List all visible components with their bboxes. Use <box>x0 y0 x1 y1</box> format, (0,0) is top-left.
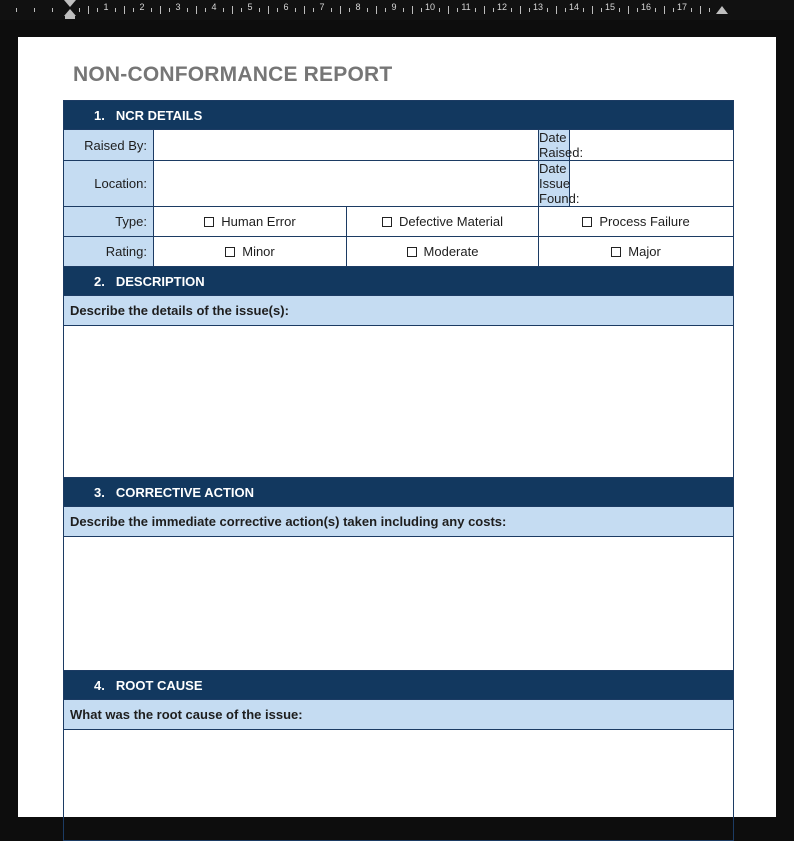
ruler-tick <box>115 8 116 12</box>
section-title: DESCRIPTION <box>115 273 205 289</box>
ruler-tick <box>628 6 629 14</box>
corrective-action-prompt: Describe the immediate corrective action(s) taken including any costs: <box>64 507 734 537</box>
ruler-tick <box>421 8 422 12</box>
type-label: Type: <box>64 207 154 237</box>
option-label: Human Error <box>221 214 296 229</box>
date-issue-found-label: Date Issue Found: <box>539 161 580 206</box>
description-prompt-row <box>64 296 734 326</box>
ruler-tick <box>151 8 152 12</box>
date-raised-label: Date Raised: <box>539 130 584 160</box>
ruler-number: 12 <box>496 2 508 12</box>
ruler-tick <box>556 6 557 14</box>
ruler-tick <box>232 6 233 14</box>
section-title: ROOT CAUSE <box>115 677 203 693</box>
section-number: 2. <box>94 273 105 289</box>
ruler-tick <box>367 8 368 12</box>
raised-by-field[interactable] <box>154 130 539 161</box>
ruler-tick <box>52 8 53 12</box>
ruler-tick <box>475 8 476 12</box>
section-header-ncr-details <box>64 101 734 130</box>
location-label: Location: <box>64 161 154 207</box>
row-location <box>64 161 734 207</box>
ruler-tick <box>493 8 494 12</box>
ruler-tick <box>412 6 413 14</box>
ruler-tick <box>403 8 404 12</box>
ruler-tick <box>520 6 521 14</box>
ruler-tick <box>691 8 692 12</box>
option-label: Major <box>628 244 661 259</box>
ruler-tick <box>529 8 530 12</box>
ruler[interactable] <box>0 0 794 20</box>
root-cause-prompt-row <box>64 700 734 730</box>
date-raised-field[interactable] <box>570 130 734 161</box>
ruler-tick <box>268 6 269 14</box>
ruler-tick <box>205 8 206 12</box>
rating-option-major[interactable] <box>539 237 734 267</box>
row-raised-by <box>64 130 734 161</box>
ruler-tick <box>349 8 350 12</box>
ruler-tick <box>124 6 125 14</box>
option-label: Process Failure <box>599 214 690 229</box>
ruler-tick <box>79 8 80 12</box>
ruler-tick <box>16 8 17 12</box>
checkbox-icon[interactable] <box>382 217 392 227</box>
root-cause-area-row <box>64 730 734 841</box>
section-number: 4. <box>94 677 105 693</box>
ruler-tick <box>331 8 332 12</box>
rating-option-minor[interactable] <box>154 237 347 267</box>
ruler-tick <box>700 6 701 14</box>
date-issue-found-field[interactable] <box>570 161 734 207</box>
ruler-tick <box>547 8 548 12</box>
location-field[interactable] <box>154 161 539 207</box>
ruler-tick <box>187 8 188 12</box>
ruler-tick <box>565 8 566 12</box>
ruler-tick <box>709 8 710 12</box>
description-text-area[interactable] <box>64 326 734 478</box>
section-title: NCR DETAILS <box>115 107 203 123</box>
ruler-tick <box>664 6 665 14</box>
ruler-tick <box>655 8 656 12</box>
checkbox-icon[interactable] <box>407 247 417 257</box>
page-title: NON-CONFORMANCE REPORT <box>73 63 393 86</box>
description-area-row <box>64 326 734 478</box>
checkbox-icon[interactable] <box>225 247 235 257</box>
ruler-tick <box>637 8 638 12</box>
ruler-tick <box>295 8 296 12</box>
ruler-tick <box>88 6 89 14</box>
ruler-number: 7 <box>319 2 325 12</box>
ruler-tick <box>313 8 314 12</box>
root-cause-prompt: What was the root cause of the issue: <box>64 700 734 730</box>
document-page[interactable] <box>18 37 776 817</box>
right-indent-marker[interactable] <box>716 6 728 16</box>
checkbox-icon[interactable] <box>611 247 621 257</box>
corrective-action-prompt-row <box>64 507 734 537</box>
rating-label: Rating: <box>64 237 154 267</box>
option-label: Minor <box>242 244 275 259</box>
ruler-tick <box>259 8 260 12</box>
ruler-tick <box>583 8 584 12</box>
ruler-tick <box>592 6 593 14</box>
ruler-tick <box>439 8 440 12</box>
ruler-tick <box>160 6 161 14</box>
ruler-tick <box>340 6 341 14</box>
corrective-action-text-area[interactable] <box>64 537 734 671</box>
ruler-number: 1 <box>103 2 109 12</box>
ruler-number: 4 <box>211 2 217 12</box>
type-option-process-failure[interactable] <box>539 207 734 237</box>
row-type <box>64 207 734 237</box>
ruler-tick <box>133 8 134 12</box>
ruler-tick <box>277 8 278 12</box>
left-indent-marker[interactable] <box>64 0 76 20</box>
ruler-number: 11 <box>461 2 471 12</box>
description-prompt: Describe the details of the issue(s): <box>64 296 734 326</box>
option-label: Defective Material <box>398 214 504 229</box>
root-cause-text-area[interactable] <box>64 730 734 841</box>
section-header-corrective-action <box>64 478 734 507</box>
ruler-tick <box>673 8 674 12</box>
type-option-defective-material[interactable] <box>347 207 539 237</box>
ruler-tick <box>376 6 377 14</box>
ruler-tick <box>619 8 620 12</box>
section-header-description <box>64 267 734 296</box>
ruler-tick <box>196 6 197 14</box>
ruler-tick <box>511 8 512 12</box>
row-rating <box>64 237 734 267</box>
section-header-root-cause <box>64 671 734 700</box>
option-label: Moderate <box>423 244 479 259</box>
ruler-tick <box>34 8 35 12</box>
ruler-tick <box>304 6 305 14</box>
ruler-tick <box>223 8 224 12</box>
section-title: CORRECTIVE ACTION <box>115 484 255 500</box>
ruler-number: 14 <box>568 2 580 12</box>
section-number: 3. <box>94 484 105 500</box>
ruler-tick <box>601 8 602 12</box>
checkbox-icon[interactable] <box>582 217 592 227</box>
ncr-form-table <box>63 100 734 841</box>
ruler-tick <box>457 8 458 12</box>
type-option-human-error[interactable] <box>154 207 347 237</box>
raised-by-label: Raised By: <box>64 130 154 161</box>
ruler-number: 3 <box>175 2 181 12</box>
ruler-number: 15 <box>604 2 616 12</box>
ruler-number: 2 <box>139 2 145 12</box>
section-number: 1. <box>94 107 105 123</box>
ruler-tick <box>169 8 170 12</box>
ruler-number: 16 <box>640 2 652 12</box>
ruler-number: 6 <box>283 2 289 12</box>
ruler-number: 10 <box>424 2 436 12</box>
checkbox-icon[interactable] <box>204 217 214 227</box>
corrective-action-area-row <box>64 537 734 671</box>
ruler-tick <box>484 6 485 14</box>
ruler-number: 8 <box>355 2 361 12</box>
ruler-tick <box>241 8 242 12</box>
ruler-number: 9 <box>391 2 397 12</box>
ruler-tick <box>97 8 98 12</box>
ruler-tick <box>385 8 386 12</box>
rating-option-moderate[interactable] <box>347 237 539 267</box>
ruler-number: 17 <box>676 2 688 12</box>
ruler-number: 5 <box>247 2 253 12</box>
ruler-number: 13 <box>532 2 544 12</box>
ruler-tick <box>448 6 449 14</box>
